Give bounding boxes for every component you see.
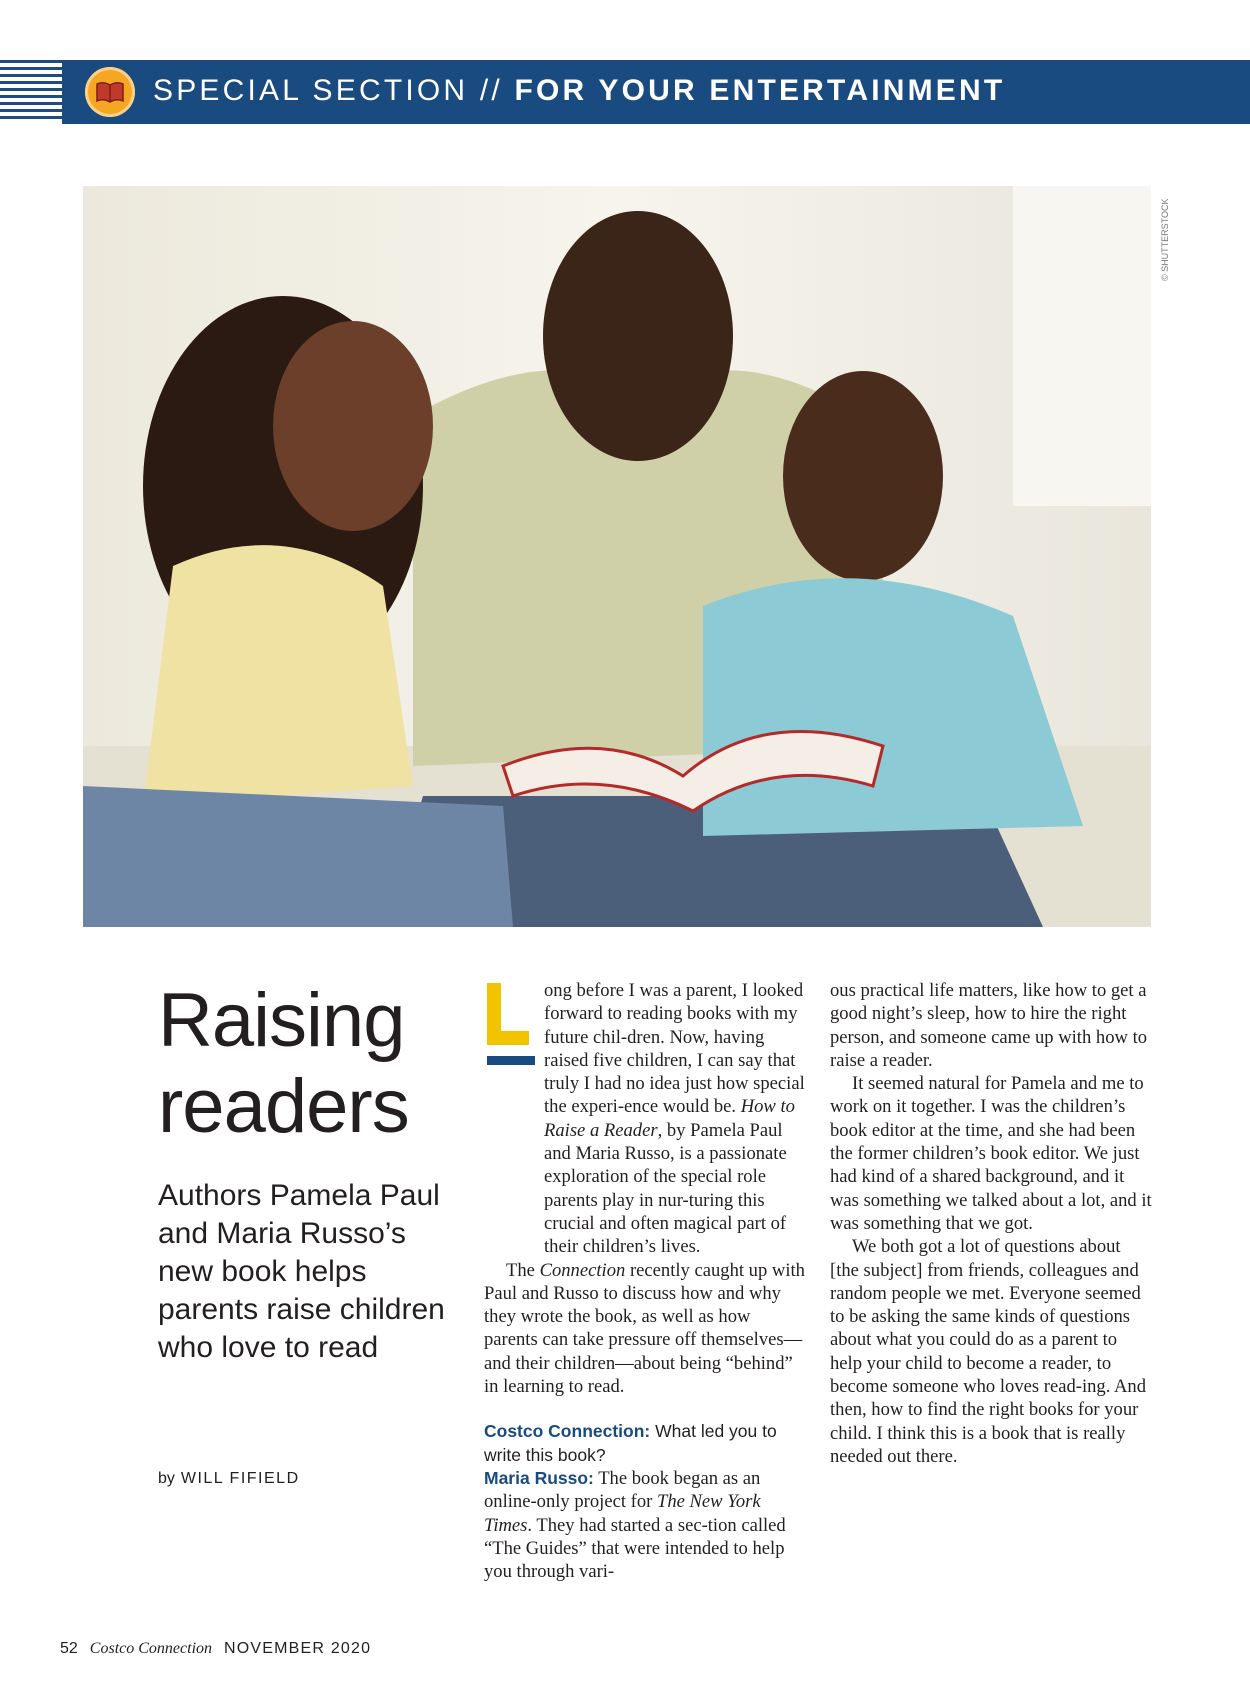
byline-prefix: by <box>158 1470 175 1487</box>
headline-line-2: readers <box>158 1064 409 1149</box>
book-title: How to Raise a Reader <box>544 1096 795 1141</box>
section-header-title <box>153 74 1005 108</box>
byline-author: WILL FIFIELD <box>180 1470 300 1487</box>
photo-credit <box>1150 186 1172 286</box>
body-column-1 <box>484 979 806 1583</box>
paragraph-intro <box>484 979 806 1259</box>
section-label: SPECIAL SECTION // <box>153 74 515 107</box>
col2-paragraph-2: It seemed natural for Pamela and me to work on it together. I was the children’s book editor at the time, and she had been the former children’s book editor. We just had kind of a shared background, and it was something we talked about a lot, and it was something that we got. <box>830 1073 1152 1234</box>
section-title: FOR YOUR ENTERTAINMENT <box>514 74 1006 107</box>
article-headline <box>158 978 458 1150</box>
issue-date: NOVEMBER 2020 <box>224 1640 372 1657</box>
intro-text-b: , by Pamela Paul and Maria Russo, is a passionate exploration of the special role parents play in nur-turing this crucial and often magical part of their children’s lives. <box>544 1119 787 1258</box>
col2-paragraph-3: We both got a lot of questions about [the subject] from friends, colleagues and random people we met. Everyone seemed to be asking the same kinds of questions about what you could do as a parent to help your child to become a reader, to become someone who loves read-ing. And then, how to find the right books for your child. I think this is a book that is really needed out there. <box>830 1236 1147 1467</box>
article-photo <box>83 186 1151 927</box>
question-label: Costco Connection: <box>484 1421 651 1442</box>
headline-line-1: Raising <box>158 978 405 1063</box>
page-footer <box>60 1640 371 1658</box>
answer-label: Maria Russo: <box>484 1467 594 1488</box>
magazine-name: Costco Connection <box>89 1640 213 1657</box>
photo-credit-text: © SHUTTERSTOCK <box>1160 198 1170 281</box>
answer-text-a: The book began as an online-only project for <box>484 1467 761 1513</box>
body-column-2 <box>830 979 1152 1468</box>
para2-text-a: The <box>506 1259 540 1281</box>
question-text: What led you to write this book? <box>484 1421 777 1465</box>
header-stripes <box>0 60 62 123</box>
para2-text-b: recently caught up with Paul and Russo to discuss how and why they wrote the book, as well as how parents can take pressure off themselves—and their children—about being “behind” in learning to read. <box>484 1259 805 1398</box>
col2-paragraph-1: ous practical life matters, like how to get a good night’s sleep, how to hire the right person, and someone came up with how to raise a reader. <box>830 980 1148 1071</box>
page-number: 52 <box>60 1640 78 1657</box>
answer-text-b: . They had started a sec-tion called “The Guides” that were intended to help you through vari- <box>484 1514 786 1583</box>
article-deck: Authors Pamela Paul and Maria Russo’s new book helps parents raise children who love to read <box>158 1179 445 1364</box>
connection-italic: Connection <box>539 1259 626 1281</box>
question-1 <box>484 1420 806 1467</box>
nyt-italic: The New York Times <box>484 1491 761 1536</box>
byline <box>158 1470 300 1488</box>
paragraph-2 <box>484 1259 806 1399</box>
book-icon <box>85 67 135 117</box>
answer-1 <box>484 1467 806 1583</box>
intro-text-a: ong before I was a parent, I looked forward to reading books with my future chil-dren. Now, having raised five children, I can say that truly I had no idea just how special the experi-ence would be. <box>544 980 805 1118</box>
